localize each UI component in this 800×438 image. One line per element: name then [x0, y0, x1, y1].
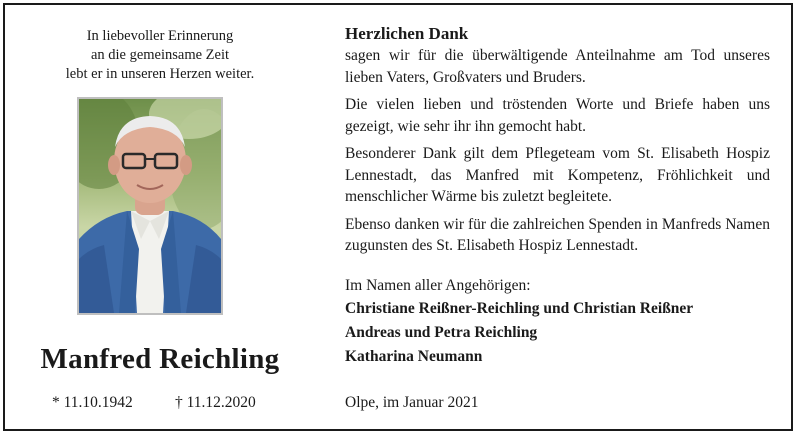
death-date: † 11.12.2020: [175, 394, 256, 411]
obituary-card: [3, 3, 793, 431]
thanks-heading: Herzlichen Dank: [345, 24, 469, 43]
thanks-column: [345, 23, 770, 369]
deceased-name: Manfred Reichling: [40, 343, 280, 375]
birth-date: * 11.10.1942: [52, 394, 133, 411]
memorial-motto: [25, 27, 295, 84]
signer-name: Andreas und Petra Reichling: [345, 324, 538, 341]
thanks-paragraph: sagen wir für die überwältigende Anteilnahme am Tod unseres lieben Vaters, Großvaters und Bruders.: [345, 47, 770, 86]
portrait-illustration: [79, 99, 221, 313]
motto-line: In liebevoller Erinnerung: [86, 28, 234, 44]
signer-name: Christiane Reißner-Reichling und Christian Reißner: [345, 300, 694, 317]
motto-line: an die gemeinsame Zeit: [90, 47, 230, 63]
thanks-paragraph: Ebenso danken wir für die zahlreichen Spenden in Manfreds Namen zugunsten des St. Elisabeth Hospiz Lennestadt.: [345, 215, 770, 254]
thanks-paragraph: Die vielen lieben und tröstenden Worte und Briefe haben uns gezeigt, wie sehr ihr ihn gemocht habt.: [345, 96, 770, 135]
portrait-photo: [77, 97, 223, 315]
signer-name: Katharina Neumann: [345, 348, 483, 365]
place-and-date: Olpe, im Januar 2021: [345, 394, 479, 411]
thanks-paragraph: Besonderer Dank gilt dem Pflegeteam vom St. Elisabeth Hospiz Lennestadt, das Manfred mit Kompetenz, Fröhlichkeit und menschlicher Wärme bis zuletzt begleitete.: [345, 145, 770, 205]
signoff-block: [345, 275, 770, 370]
left-column: [5, 5, 315, 429]
motto-line: lebt er in unseren Herzen weiter.: [65, 66, 255, 82]
signoff-intro: Im Namen aller Angehörigen:: [345, 276, 531, 294]
